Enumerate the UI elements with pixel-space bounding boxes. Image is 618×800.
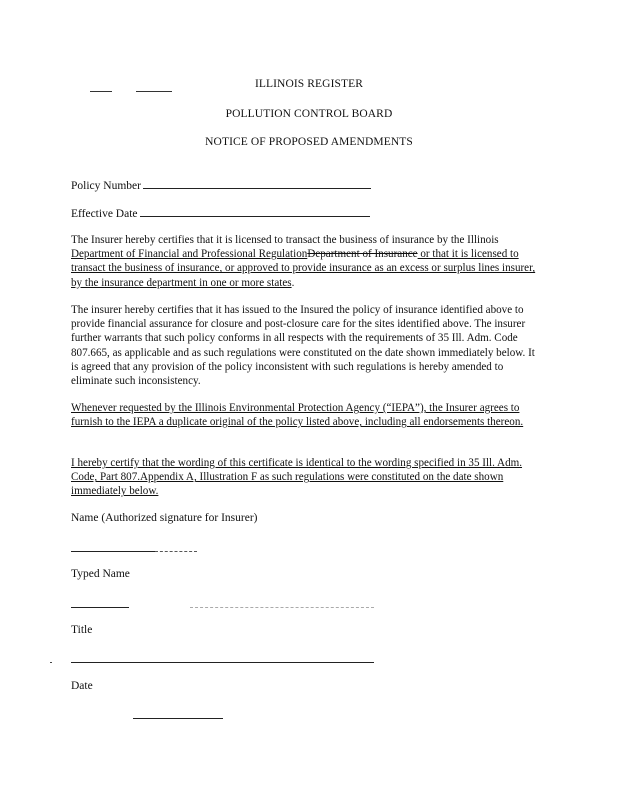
typed-name-label: Typed Name	[71, 568, 130, 580]
signature-line[interactable]	[71, 551, 155, 552]
policy-number-field	[71, 177, 371, 192]
typed-name-line[interactable]	[71, 607, 129, 608]
licensing-department: Department of Financial and Professional Regulation	[71, 248, 308, 261]
header-margin-mark	[90, 91, 172, 93]
title-margin-mark	[50, 662, 52, 663]
wording-certification-text: I hereby certify that the wording of this certificate is identical to the wording specified in 35 Ill. Adm. Code, Part 807.Appendix A, Illustration F as such regulations were constituted on the date shown immediately below.	[71, 457, 523, 498]
title-line[interactable]	[71, 662, 374, 663]
title-label: Title	[71, 624, 93, 636]
effective-date-field	[71, 205, 370, 220]
licensing-struck-department: Department of Insurance	[307, 248, 418, 261]
date-label: Date	[71, 680, 93, 692]
effective-date-blank[interactable]	[140, 205, 370, 217]
date-line[interactable]	[133, 718, 223, 719]
effective-date-label: Effective Date	[71, 208, 138, 220]
policy-number-blank[interactable]	[143, 177, 371, 189]
policy-number-label: Policy Number	[71, 180, 141, 192]
certification-text: The insurer hereby certifies that it has issued to the Insured the policy of insurance identified above to provide financial assurance for closure and post-closure care for the sites identified above. The insurer further warrants that such policy conforms in all respects with the requirements of 35 Ill. Adm. Code 807.665, as applicable and as such regulations were constituted on the date shown immediately below. It is agreed that any provision of the policy inconsistent with such regulations is hereby amended to eliminate such inconsistency.	[71, 304, 535, 388]
licensing-text-start: The Insurer hereby certifies that it is licensed to transact the business of insurance by the Illinois	[71, 234, 499, 246]
licensing-added-text: or that it is licensed to transact the business of insurance, or approved to provide insurance as an excess or surplus lines insurer, by the insurance department in one or more states	[71, 248, 536, 289]
certification-paragraph	[71, 303, 543, 388]
wording-certification-paragraph	[71, 456, 543, 499]
signature-line-extension	[155, 551, 197, 552]
licensing-text-end: .	[291, 276, 295, 289]
licensing-paragraph	[71, 233, 543, 290]
board-title: POLLUTION CONTROL BOARD	[225, 108, 393, 120]
iepa-request-paragraph	[71, 401, 543, 429]
register-title: ILLINOIS REGISTER	[254, 78, 364, 90]
authorized-signature-label: Name (Authorized signature for Insurer)	[71, 512, 258, 524]
iepa-request-text: Whenever requested by the Illinois Environmental Protection Agency (“IEPA”), the Insurer agrees to furnish to the IEPA a duplicate original of the policy listed above, including all endorsements thereon.	[71, 402, 524, 429]
typed-name-line-extension	[190, 607, 374, 608]
notice-title: NOTICE OF PROPOSED AMENDMENTS	[205, 136, 413, 148]
